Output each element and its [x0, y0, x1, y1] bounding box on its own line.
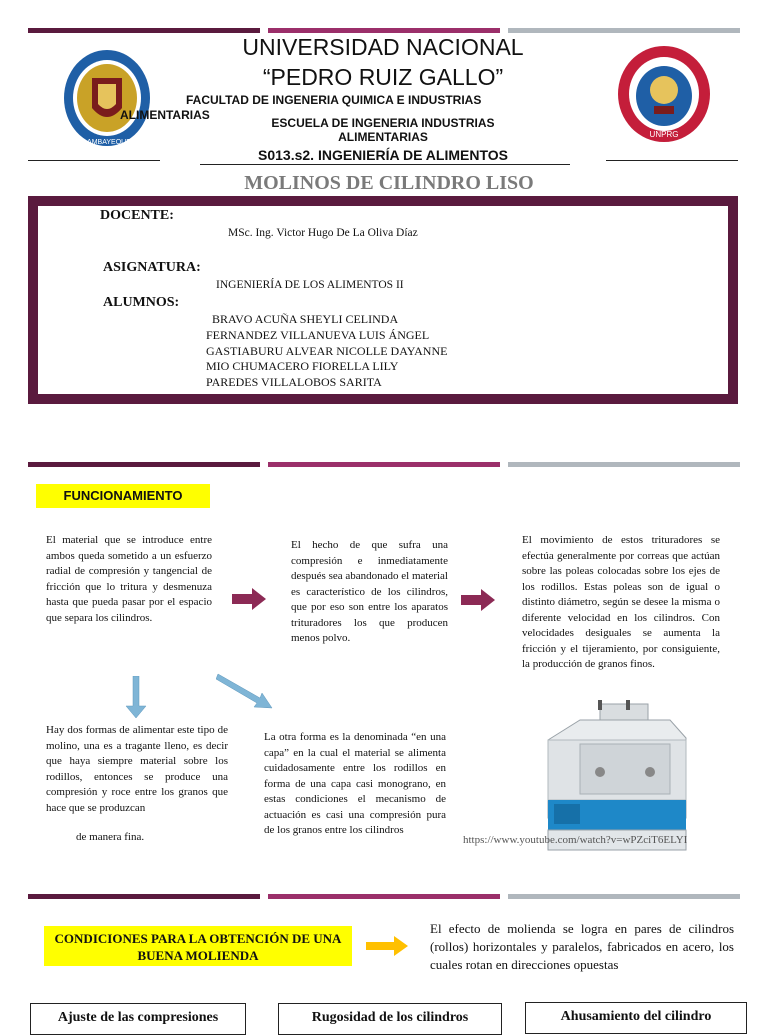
svg-text:UNPRG: UNPRG	[649, 130, 679, 139]
arrow-right-icon	[366, 936, 408, 961]
roller-mill-machine-icon	[540, 700, 690, 856]
student-name: MIO CHUMACERO FIORELLA LILY	[206, 359, 399, 373]
arrow-right-icon	[461, 589, 495, 616]
svg-text:LAMBAYEQUE: LAMBAYEQUE	[83, 139, 131, 146]
arrow-down-icon	[125, 676, 147, 723]
arrow-diagonal-icon	[216, 670, 274, 715]
faculty-line2: ALIMENTARIAS	[120, 108, 210, 122]
lower-bar-dark	[28, 894, 260, 899]
docente-value: MSc. Ing. Victor Hugo De La Oliva Díaz	[228, 227, 418, 239]
mid-bar-gray	[508, 462, 740, 467]
docente-label: DOCENTE:	[100, 208, 174, 223]
faculty-line1: FACULTAD DE INGENERIA QUIMICA E INDUSTRIAS	[186, 93, 482, 107]
unprg-seal-icon	[62, 48, 152, 148]
course-code: S013.s2. INGENIERÍA DE ALIMENTOS	[258, 147, 508, 163]
lower-bar-gray	[508, 894, 740, 899]
fiqia-seal-icon	[616, 44, 712, 144]
condition-box-compression: Ajuste de las compresiones	[30, 1003, 246, 1035]
school-line2: ALIMENTARIAS	[338, 130, 428, 144]
university-name-line2: “PEDRO RUIZ GALLO”	[262, 64, 504, 90]
paragraph-compression: El material que se introduce entre ambos queda sometido a un esfuerzo radial de compresión y tangencial de fricción que lo tritura y desmenuza hasta que pueda pasar por el espacio que separa los cilindros.	[46, 534, 212, 624]
asignatura-label: ASIGNATURA:	[103, 260, 201, 275]
university-name-line1: UNIVERSIDAD NACIONAL	[242, 34, 524, 60]
condiciones-description: El efecto de molienda se logra en pares de cilindros (rollos) horizontales y paralelos, fabricados en acero, los cuales rotan en direcciones opuestas	[430, 921, 734, 972]
header-rule-left	[28, 160, 160, 161]
student-name: GASTIABURU ALVEAR NICOLLE DAYANNE	[206, 344, 448, 358]
top-bar-dark	[28, 28, 260, 33]
top-bar-gray	[508, 28, 740, 33]
lower-bar-mid	[268, 894, 500, 899]
asignatura-value: INGENIERÍA DE LOS ALIMENTOS II	[216, 279, 404, 291]
page-title: MOLINOS DE CILINDRO LISO	[244, 172, 534, 194]
paragraph-characteristic: El hecho de que sufra una compresión e inmediatamente después sea abandonado el material es característico de los cilindros, que por eso son entre los aparatos trituradores los que producen menos polvo.	[291, 539, 448, 644]
mid-bar-dark	[28, 462, 260, 467]
source-link[interactable]: https://www.youtube.com/watch?v=wPZciT6ELYI	[463, 834, 688, 846]
alumnos-label: ALUMNOS:	[103, 295, 180, 310]
arrow-right-icon	[232, 588, 266, 615]
header-rule-right	[606, 160, 738, 161]
paragraph-feed-full: Hay dos formas de alimentar este tipo de molino, una es a tragante lleno, es decir que haya siempre material sobre los rodillos, entonces se produce una compresión y roce entre los granos que hace que se produzcan	[46, 724, 228, 814]
paragraph-feed-full-end: de manera fina.	[76, 831, 145, 843]
paragraph-feed-layer: La otra forma es la denominada “en una capa” en la cual el material se alimenta cuidadosamente entre los rodillos en forma de una capa casi monograno, en estas condiciones el mecanismo de actuación es casi una compresión pura de los granos entre los cilindros	[264, 731, 446, 836]
funcionamiento-label: FUNCIONAMIENTO	[36, 484, 210, 508]
paragraph-movement: El movimiento de estos trituradores se efectúa generalmente por correas que actúan sobre las poleas colocadas sobre los ejes de los rodillos. Estas poleas son de igual o distinto diámetro, según se desee la misma o diferente velocidad en los cilindros. Con velocidades desiguales se aumenta la fricción y el tijeramiento, por consiguiente, la producción de granos finos.	[522, 534, 720, 670]
student-name: PAREDES VILLALOBOS SARITA	[206, 375, 382, 389]
header-rule-center	[200, 164, 570, 165]
student-name: BRAVO ACUÑA SHEYLI CELINDA	[212, 312, 399, 326]
condiciones-label: CONDICIONES PARA LA OBTENCIÓN DE UNA BUENA MOLIENDA	[44, 926, 352, 966]
mid-bar-mid	[268, 462, 500, 467]
top-bar-mid	[268, 28, 500, 33]
school-line1: ESCUELA DE INGENERIA INDUSTRIAS	[271, 116, 495, 130]
student-name: FERNANDEZ VILLANUEVA LUIS ÁNGEL	[206, 328, 430, 342]
condition-box-roughness: Rugosidad de los cilindros	[278, 1003, 502, 1035]
condition-box-taper: Ahusamiento del cilindro	[525, 1002, 747, 1034]
